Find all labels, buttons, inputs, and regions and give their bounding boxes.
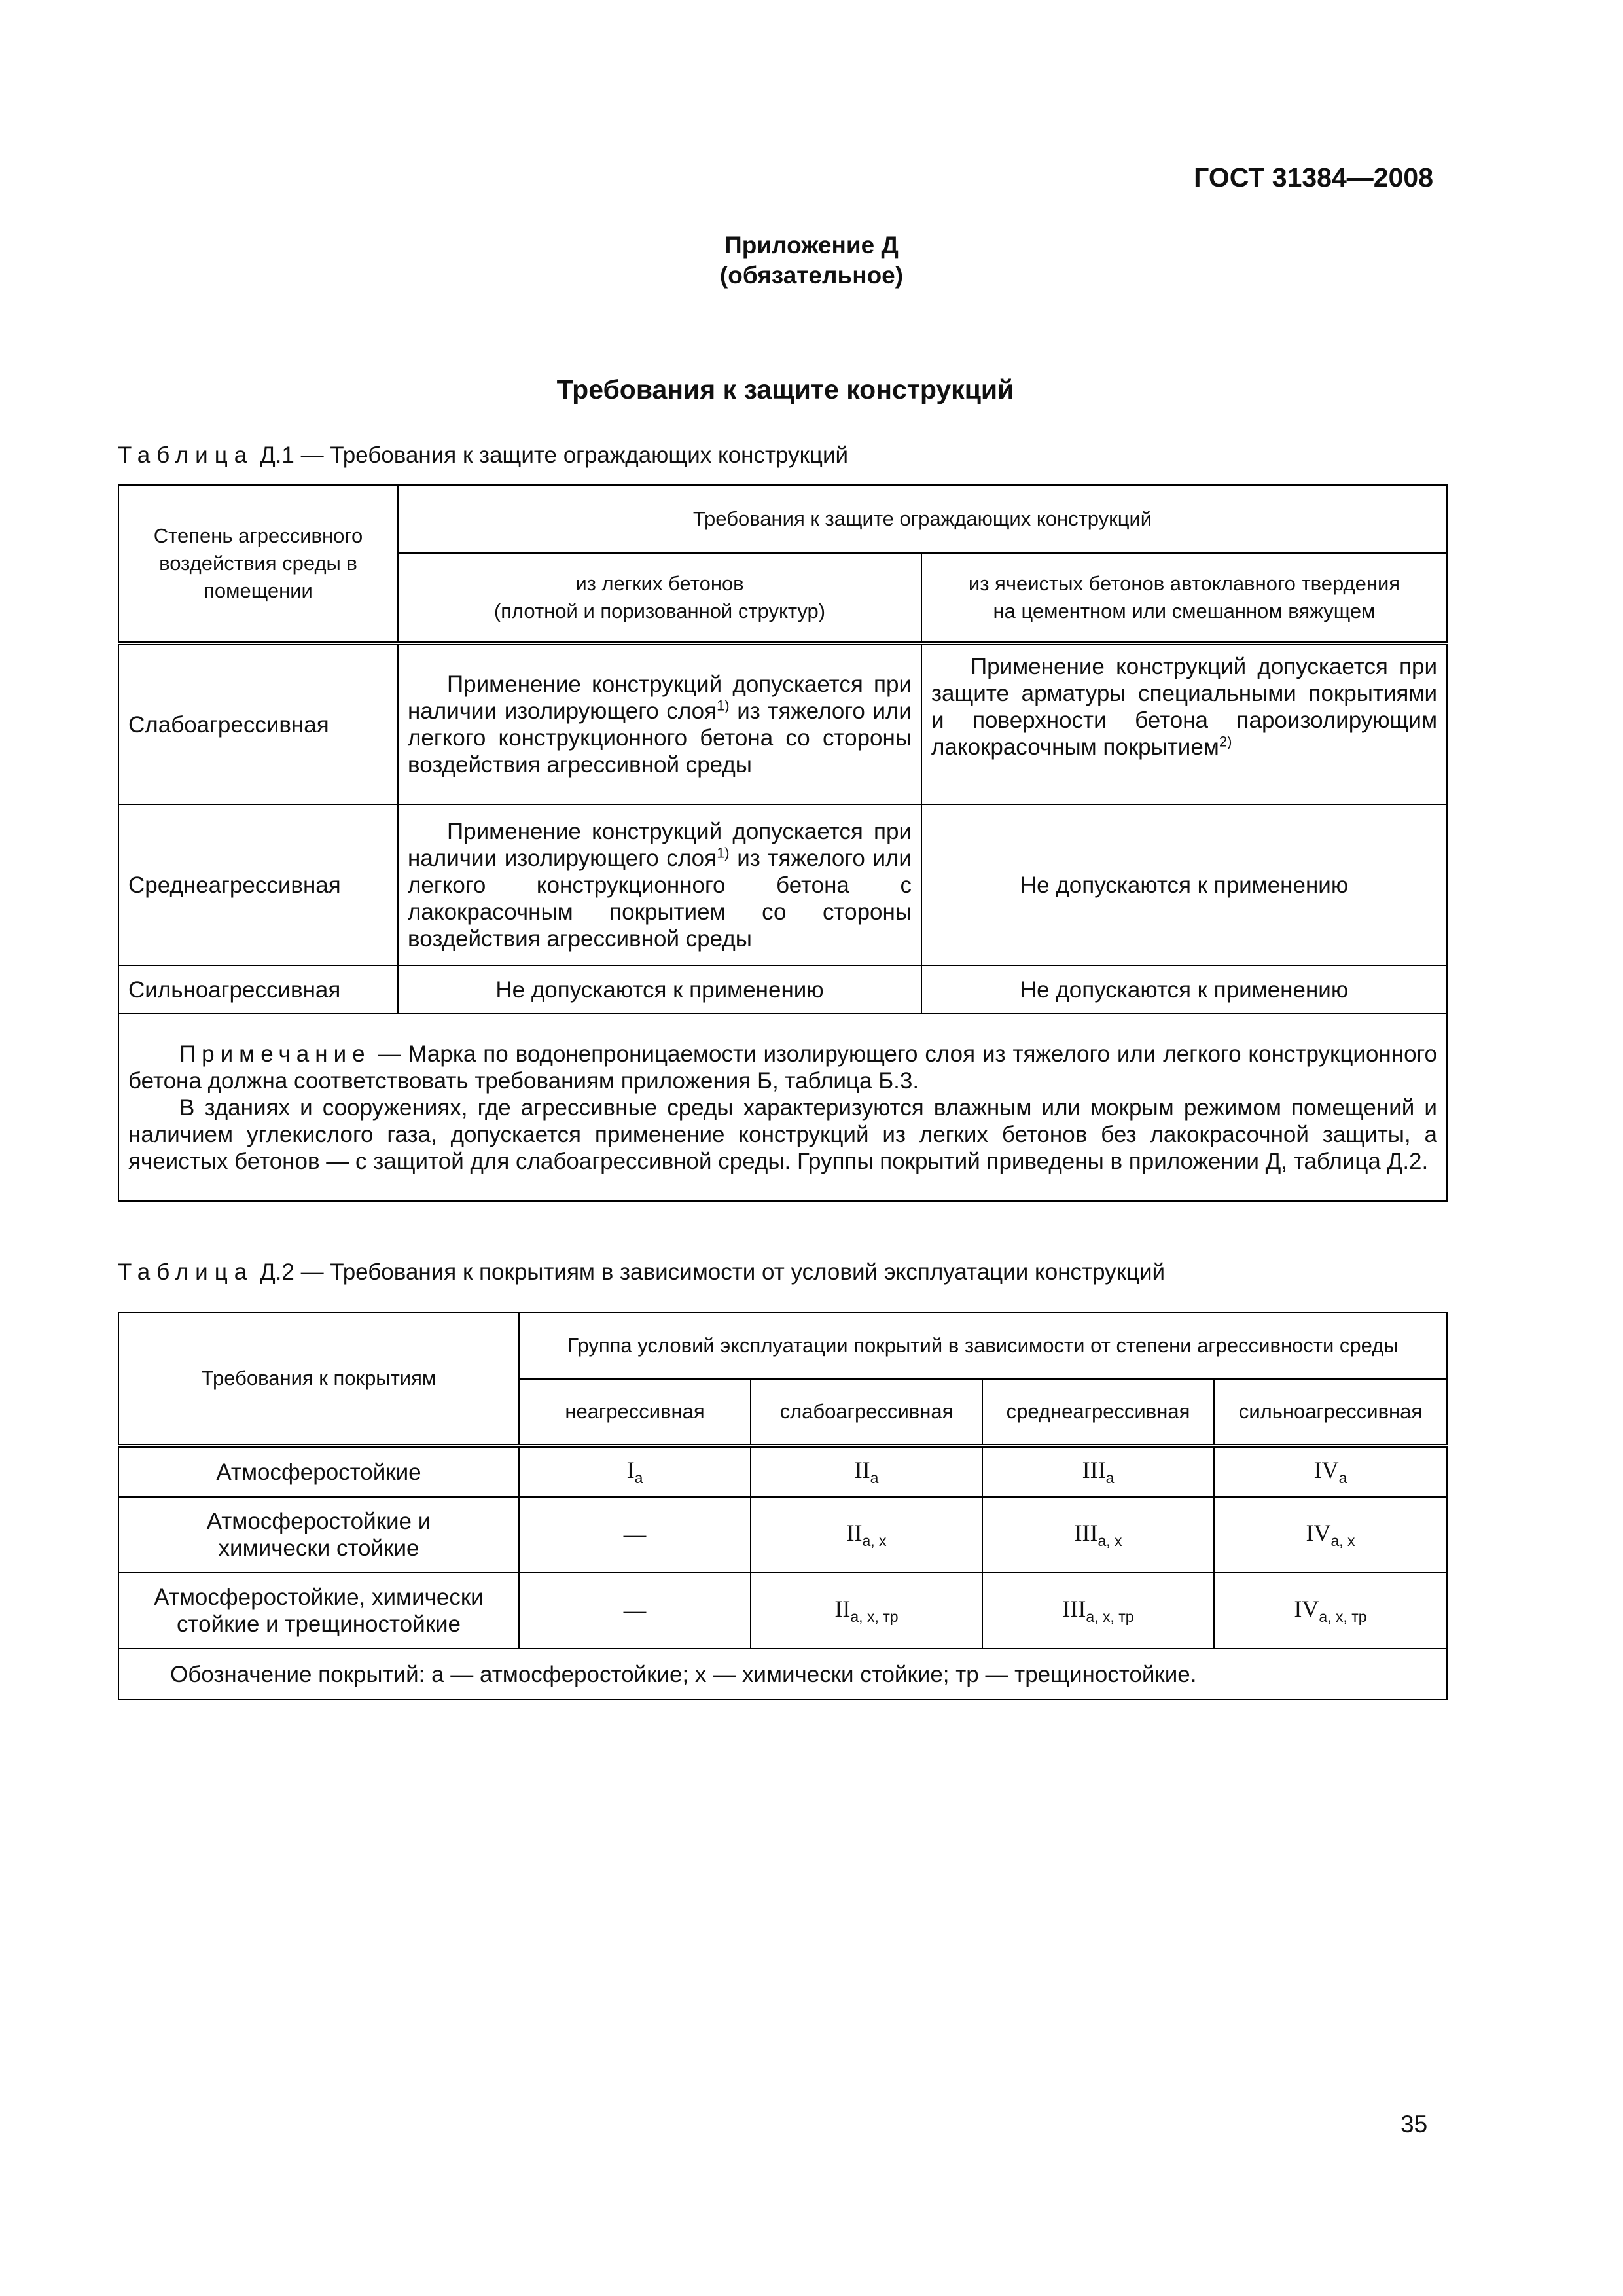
group-numeral: — [623,1522,647,1548]
table1-cell-degree: Среднеагрессивная [118,804,398,965]
table2-header-group: Группа условий эксплуатации покрытий в зависимости от степени агрессивности среды [519,1312,1447,1379]
table-row [118,1497,1447,1573]
table1-cell-cellular [921,643,1447,804]
table2-cell-group [982,1497,1214,1573]
group-numeral: IV [1313,1457,1339,1484]
table2-cell-group [751,1497,982,1573]
table1-cell-light [398,643,921,804]
table1-header-light-l1: из легких бетонов [575,572,744,595]
table1-header-cellular-l1: из ячеистых бетонов автоклавного твердения [968,572,1400,595]
text-fragment: из тяжелого или легкого конструкционного бетона с лакокрасочным покрытием со стороны воздействия агрессивной среды [408,845,912,952]
table-row [118,804,1447,965]
footnote-ref: 1) [717,844,730,861]
group-index: а [870,1469,879,1487]
table2-cell-group [982,1573,1214,1649]
table2-cell-group [519,1446,751,1497]
group-index: а [634,1469,643,1487]
table1-cell-cellular: Не допускаются к применению [921,965,1447,1014]
table2-cell-group [751,1573,982,1649]
table2-header-sub: сильноагрессивная [1214,1379,1447,1446]
table2-caption-prefix: Таблица [118,1259,254,1285]
group-numeral: III [1074,1520,1098,1547]
group-numeral: IV [1294,1596,1319,1623]
text-fragment: Применение конструкций допускается при наличии изолирующего слоя [408,818,912,871]
table2-cell-group [1214,1573,1447,1649]
table1-header-light-concrete [398,553,921,643]
table-row [118,1446,1447,1497]
table2-cell-group [519,1497,751,1573]
table2-header-sub: среднеагрессивная [982,1379,1214,1446]
group-numeral: I [626,1457,635,1484]
note-paragraph: В зданиях и сооружениях, где агрессивные среды характеризуются влажным или мокрым режимом помещений и наличием углекислого газа, допускается применение конструкций из легких бетонов без лакокрасочной защиты, а ячеистых бетонов — с защитой для слабоагрессивной среды. Группы покрытий приведены в приложении Д, таблица Д.2. [128,1094,1437,1174]
table2-header-sub: слабоагрессивная [751,1379,982,1446]
group-numeral: II [834,1596,851,1623]
table1-cell-degree: Слабоагрессивная [118,643,398,804]
text-fragment: — Марка по водонепроницаемости изолирующего слоя из тяжелого или легкого конструкционного бетона должна соответствовать требованиям приложения Б, таблица Б.3. [128,1041,1437,1094]
table1-cell-degree: Сильноагрессивная [118,965,398,1014]
table2-caption-text: Д.2 — Требования к покрытиям в зависимости от условий эксплуатации конструкций [253,1259,1166,1285]
table-coating-requirements [118,1312,1448,1700]
group-index: а [1105,1469,1115,1487]
group-index: а, х [1097,1532,1122,1550]
text-fragment: Применение конструкций допускается при защите арматуры специальными покрытиями и поверхности бетона пароизолирующим лакокрасочным покрытием [931,654,1437,760]
table2-cell-group [1214,1497,1447,1573]
appendix-heading [0,230,1623,291]
section-title: Требования к защите конструкций [556,374,1014,404]
table2-header-sub: неагрессивная [519,1379,751,1446]
table2-cell-group [1214,1446,1447,1497]
group-index: а, х, тр [850,1608,899,1626]
table-row [118,1573,1447,1649]
table2-cell-group [519,1573,751,1649]
text-fragment: из тяжелого или легкого конструкционного бетона со стороны воздействия агрессивной среды [408,698,912,778]
table1-cell-light [398,804,921,965]
group-numeral: II [854,1457,870,1484]
group-index: а, х, тр [1086,1608,1134,1626]
group-index: а, х, тр [1319,1608,1367,1626]
table1-cell-cellular: Не допускаются к применению [921,804,1447,965]
table2-cell-requirement: Атмосферостойкие [118,1446,519,1497]
text-fragment: Применение конструкций допускается при наличии изолирующего слоя [408,672,912,724]
group-index: а, х [1330,1532,1355,1550]
table2-legend: Обозначение покрытий: а — атмосферостойкие; х — химически стойкие; тр — трещиностойкие. [118,1649,1447,1700]
group-numeral: II [846,1520,863,1547]
document-code: ГОСТ 31384—2008 [1194,162,1433,192]
table1-header-degree: Степень агрессивного воздействия среды в помещении [118,485,398,643]
table2-cell-requirement: Атмосферостойкие и химически стойкие [118,1497,519,1573]
table2-caption [118,1259,1165,1285]
table1-header-cellular-concrete [921,553,1447,643]
note-label: Примечание [179,1041,371,1067]
table1-note [118,1014,1447,1201]
table2-cell-requirement: Атмосферостойкие, химически стойкие и трещиностойкие [118,1573,519,1649]
table2-cell-group [751,1446,982,1497]
group-index: а [1338,1469,1347,1487]
table1-header-cellular-l2: на цементном или смешанном вяжущем [993,600,1376,622]
table1-header-group: Требования к защите ограждающих конструкций [398,485,1447,553]
group-numeral: — [623,1598,647,1624]
table1-cell-light: Не допускаются к применению [398,965,921,1014]
table-protection-requirements [118,484,1448,1202]
group-numeral: IV [1306,1520,1331,1547]
table1-caption-text: Д.1 — Требования к защите ограждающих конструкций [253,442,849,468]
group-numeral: III [1062,1596,1086,1623]
table1-caption-prefix: Таблица [118,442,254,468]
footnote-ref: 1) [717,697,730,714]
note-paragraph [128,1041,1437,1094]
table2-header-requirements: Требования к покрытиям [118,1312,519,1446]
appendix-title: Приложение Д [724,232,899,259]
table-row [118,643,1447,804]
footnote-ref: 2) [1219,733,1232,750]
group-index: а, х [862,1532,887,1550]
appendix-subtitle: (обязательное) [719,262,904,289]
page-number: 35 [1400,2111,1428,2138]
group-numeral: III [1082,1457,1106,1484]
table2-cell-group [982,1446,1214,1497]
table-row [118,965,1447,1014]
table1-caption [118,442,848,469]
table1-header-light-l2: (плотной и поризованной структур) [493,600,826,622]
